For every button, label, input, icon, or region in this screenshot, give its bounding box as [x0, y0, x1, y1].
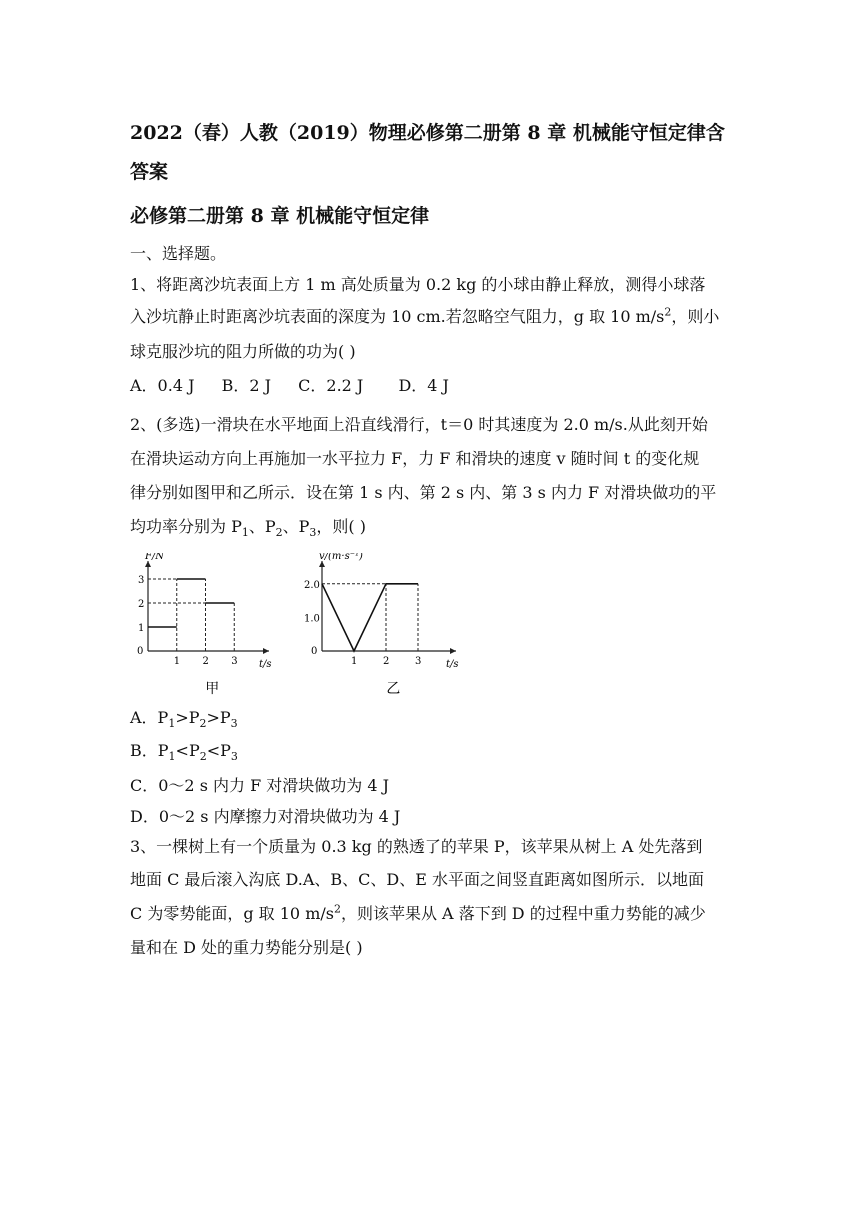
- y-axis-label: v/(m·s⁻¹): [319, 553, 363, 562]
- q1-option-c: C．2.2 J: [298, 376, 364, 395]
- q1-line2: 入沙坑静止时距离沙坑表面的深度为 10 cm.若忽略空气阻力，g 取 10 $m/s^2$，则小: [130, 305, 720, 326]
- doc-title-line1: 2022（春）人教（2019）物理必修第二册第 8 章 机械能守恒定律含: [130, 122, 725, 144]
- q2-option-a: A．$P_1>P_2>P_3$: [130, 708, 238, 731]
- q1-line3: 球克服沙坑的阻力所做的功为( ): [130, 342, 356, 361]
- origin-label: 0: [311, 646, 318, 657]
- q1-option-a: A．0.4 J: [130, 376, 195, 395]
- y-axis-label: F/N: [145, 553, 165, 562]
- q1-option-b: B．2 J: [221, 376, 272, 395]
- q2-line2: 在滑块运动方向上再施加一水平拉力 F，力 F 和滑块的速度 v 随时间 t 的变化规: [130, 449, 700, 468]
- chart-caption: 乙: [386, 681, 401, 697]
- y-tick-label: 1: [138, 623, 145, 634]
- y-tick-label: 1.0: [304, 613, 320, 625]
- x-axis-arrow: [450, 648, 456, 654]
- q2-line1: 2、(多选)一滑块在水平地面上沿直线滑行，t＝0 时其速度为 2.0 m/s.从此刻开始: [130, 415, 708, 434]
- x-axis-label: t/s: [446, 659, 459, 670]
- chart-f-t: [137, 553, 272, 697]
- q1-options: [130, 375, 745, 397]
- q2-figures-svg: [125, 553, 470, 703]
- q3-line4: 量和在 D 处的重力势能分别是( ): [130, 938, 363, 957]
- origin-label: 0: [137, 646, 144, 657]
- x-tick-label: 3: [231, 656, 238, 667]
- q2-line4: 均功率分别为 $P_1$、$P_2$、$P_3$，则( ): [130, 517, 366, 540]
- x-axis-arrow: [263, 648, 269, 654]
- q3-line3: C 为零势能面，g 取 10 $m/s^2$，则该苹果从 A 落下到 D 的过程中重力势能的减少: [130, 902, 706, 923]
- q2-figures: [125, 553, 470, 703]
- chart-v-t: [304, 553, 459, 697]
- q3-line1: 3、一棵树上有一个质量为 0.3 kg 的熟透了的苹果 P，该苹果从树上 A 处先落到: [130, 837, 703, 856]
- x-tick-label: 2: [202, 656, 209, 667]
- chart-caption: 甲: [205, 681, 220, 697]
- velocity-line: [322, 584, 418, 651]
- doc-title-line2: 答案: [130, 161, 169, 183]
- x-tick-label: 3: [415, 656, 422, 667]
- y-tick-label: 3: [138, 575, 145, 586]
- section-heading: 一、选择题。: [130, 244, 227, 263]
- x-tick-label: 1: [173, 656, 181, 667]
- doc-subtitle: 必修第二册第 8 章 机械能守恒定律: [130, 205, 430, 227]
- x-axis-label: t/s: [259, 659, 272, 670]
- q2-option-d: D．0～2 s 内摩擦力对滑块做功为 4 J: [130, 807, 401, 826]
- y-tick-label: 2.0: [304, 579, 320, 591]
- q1-option-d: D．4 J: [398, 376, 449, 395]
- q1-line1: 1、将距离沙坑表面上方 1 m 高处质量为 0.2 kg 的小球由静止释放，测得小球落: [130, 275, 706, 294]
- x-tick-label: 1: [351, 656, 358, 667]
- q2-option-b: B．$P_1<P_2<P_3$: [130, 741, 238, 764]
- y-tick-label: 2: [138, 599, 145, 610]
- x-tick-label: 2: [383, 656, 390, 667]
- q2-line3: 律分别如图甲和乙所示．设在第 1 s 内、第 2 s 内、第 3 s 内力 F 对滑块做功的平: [130, 483, 717, 502]
- q2-option-c: C．0～2 s 内力 F 对滑块做功为 4 J: [130, 776, 390, 795]
- q3-line2: 地面 C 最后滚入沟底 D.A、B、C、D、E 水平面之间竖直距离如图所示．以地面: [130, 870, 704, 889]
